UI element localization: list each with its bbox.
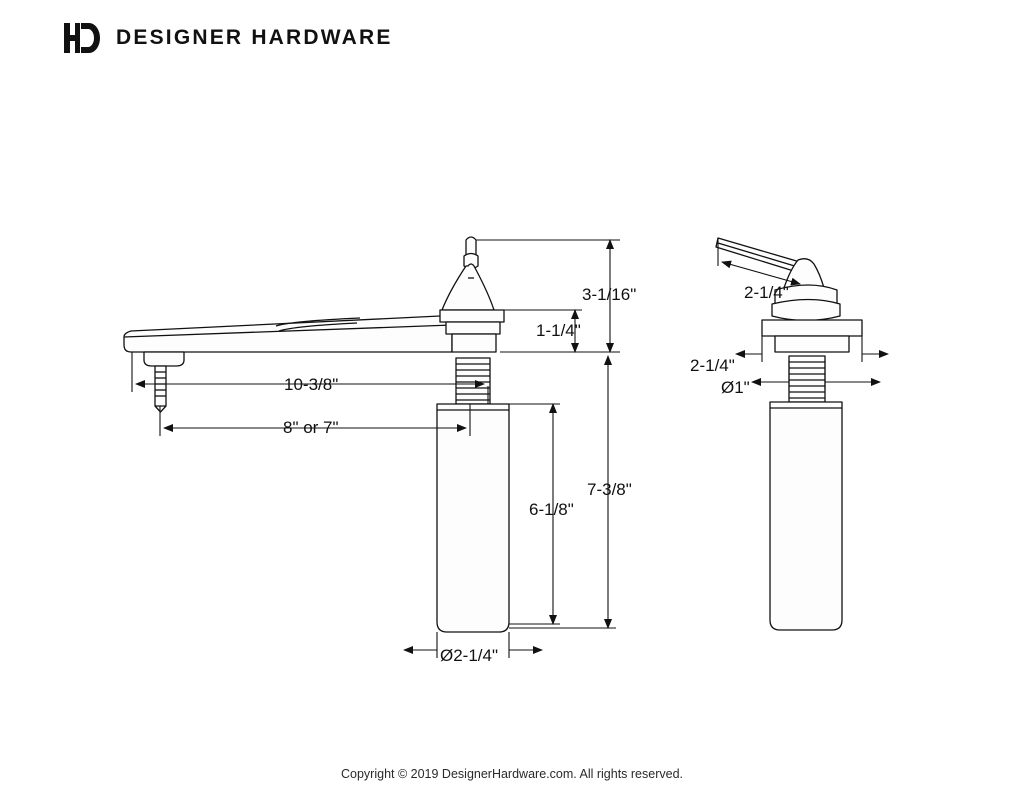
dim-overall-height: 7-3/8" bbox=[587, 480, 632, 499]
dim-spout-total-height: 3-1/16" bbox=[582, 285, 637, 304]
dim-bottle-height: 6-1/8" bbox=[529, 500, 574, 519]
dim-shank-diameter: Ø1" bbox=[721, 378, 750, 397]
dim-center-spread: 8" or 7" bbox=[283, 418, 339, 437]
dim-spout-neck-height: 1-1/4" bbox=[536, 321, 581, 340]
copyright-footer: Copyright © 2019 DesignerHardware.com. All rights reserved. bbox=[341, 767, 683, 781]
front-view-drawing bbox=[716, 238, 862, 630]
dim-handle-reach: 2-1/4" bbox=[744, 283, 789, 302]
dim-cap-width: 2-1/4" bbox=[690, 356, 735, 375]
dim-bottle-diameter: Ø2-1/4" bbox=[440, 646, 499, 665]
brand-title: DESIGNER HARDWARE bbox=[116, 26, 393, 49]
dim-deck-plate-length: 10-3/8" bbox=[284, 375, 339, 394]
